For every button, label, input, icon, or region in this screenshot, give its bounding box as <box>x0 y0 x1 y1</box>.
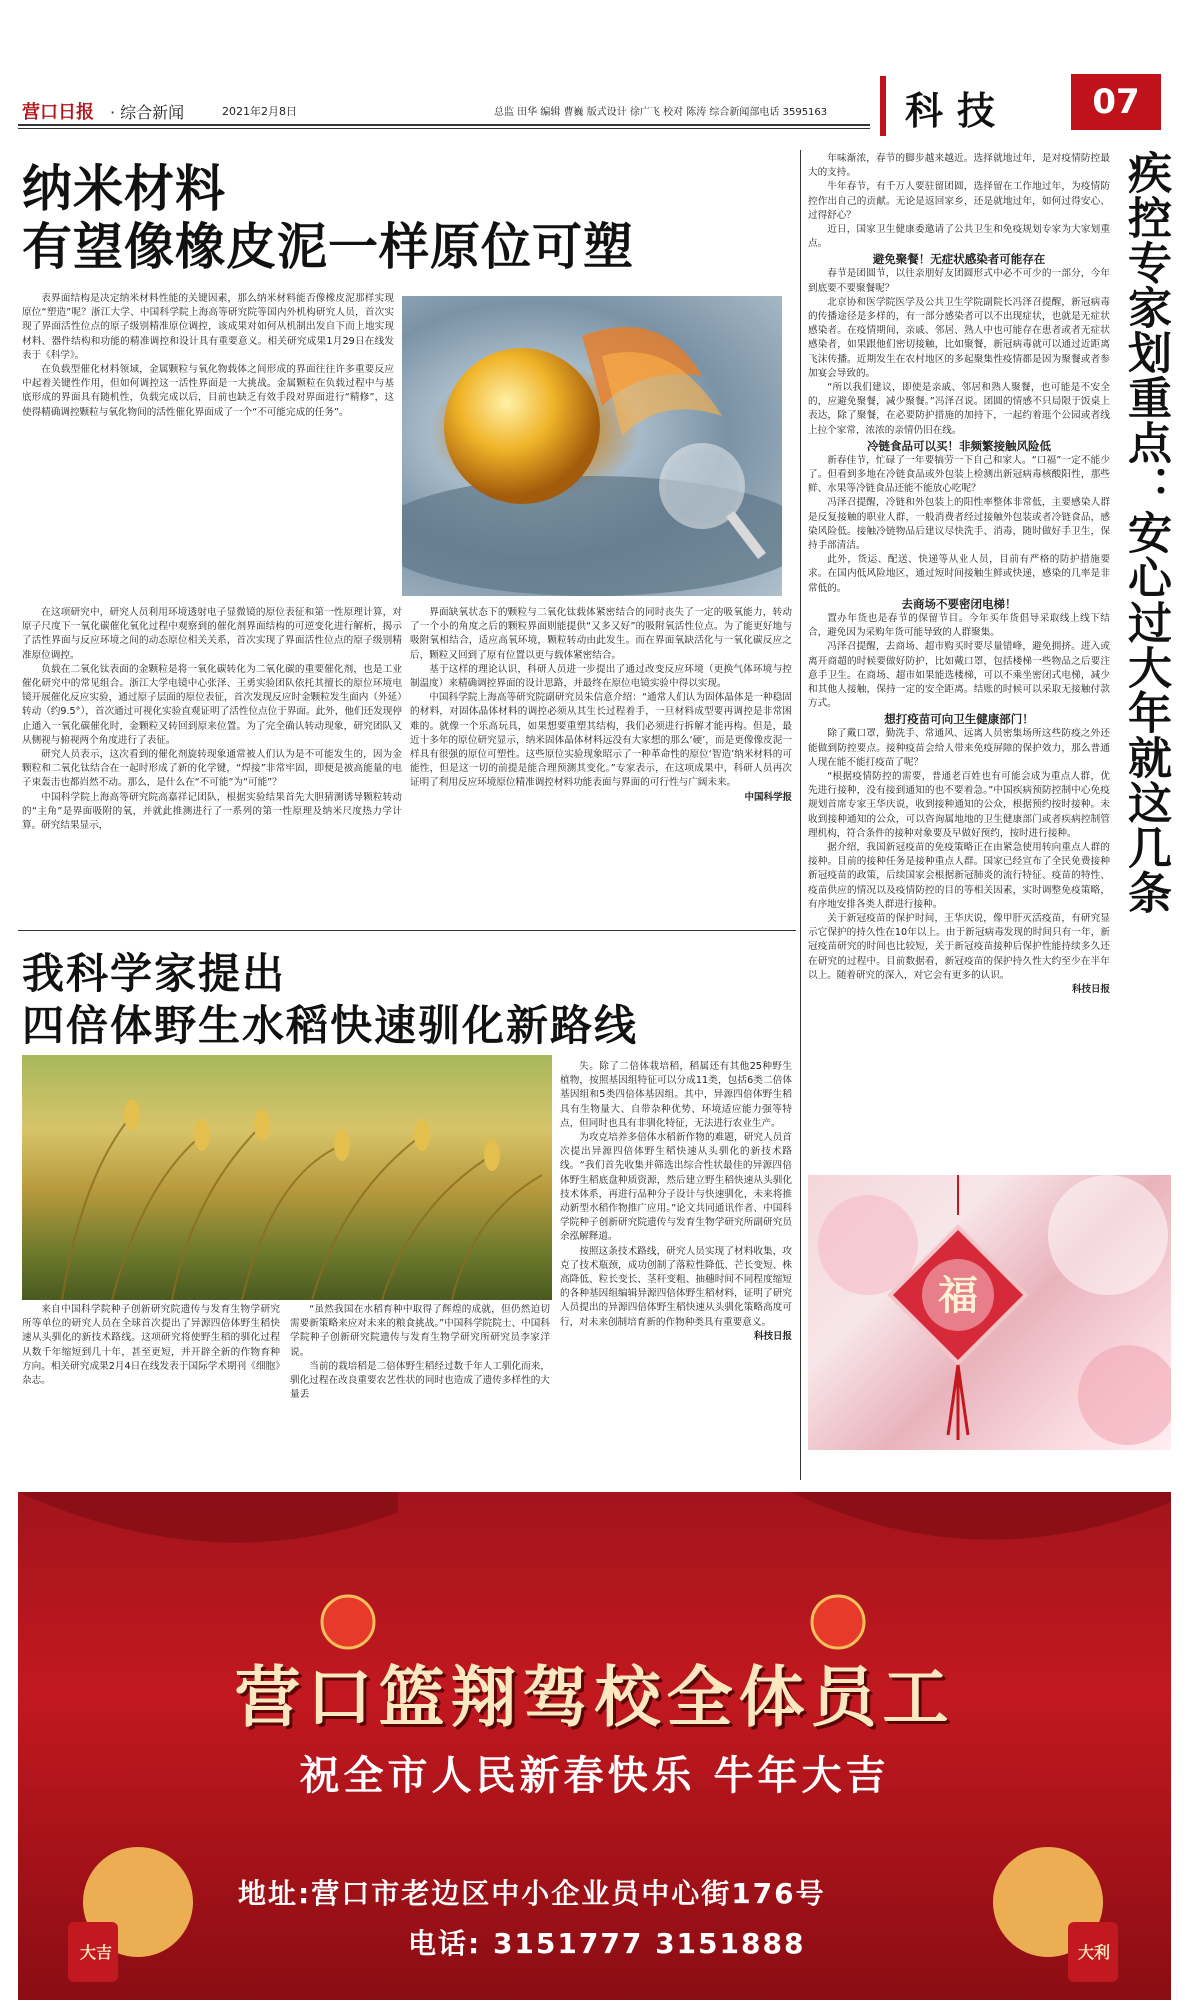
article1-source: 中国科学报 <box>744 791 792 803</box>
paragraph: 来自中国科学院种子创新研究院遗传与发育生物学研究所等单位的研究人员在全球首次提出了异源四倍体野生稻快速从头驯化的新技术路线。这项研究将使野生稻的驯化过程从数千年缩短到几十年，甚至更短，并开辟全新的作物育种方向。相关研究成果2月4日在线发表于国际学术期刊《细胞》杂志。 <box>22 1304 280 1387</box>
mascot-left-sign: 大吉 <box>79 1943 112 1962</box>
paragraph: 据介绍，我国新冠疫苗的免疫策略正在由紧急使用转向重点人群的接种。目前的接种任务是接种重点人群。国家已经宣布了全民免费接种新冠疫苗的政策，后续国家会根据新冠肺炎的流行特征、疫苗的特性、疫苗供应的情况以及疫情防控的目的等相关因素，实时调整免疫策略，有序地安排各类人群进行接种。 <box>808 841 1110 910</box>
paragraph: 新春佳节，忙碌了一年要犒劳一下自己和家人。“口福”一定不能少了。但看到多地在冷链食品或外包装上检测出新冠病毒核酸阳性，那些鲜、水果等冷链食品还能不能放心吃呢？ <box>808 454 1110 495</box>
article2-source: 科技日报 <box>753 1330 792 1342</box>
masthead-rule <box>18 124 870 126</box>
article2-headline <box>22 948 792 1052</box>
article1-col-left <box>22 606 402 924</box>
paragraph: 近日，国家卫生健康委邀请了公共卫生和免疫规划专家为大家划重点。 <box>808 224 1110 250</box>
article2-headline-line2: 四倍体野生水稻快速驯化新路线 <box>22 1001 639 1050</box>
festive-decoration-image <box>808 1175 1171 1450</box>
paragraph: 冯泽召提醒，冷链和外包装上的阳性率整体非常低，主要感染人群是反复接触的职业人群，一般消费者经过接触外包装或者冷链食品，感染风险低。接触冷链物品后建议尽快洗手、消毒，随时做好手卫生，保持手部清洁。 <box>808 497 1110 552</box>
article3-subhead: 冷链食品可以买！非频繁接触风险低 <box>867 438 1051 453</box>
article1-intro-column <box>22 292 394 604</box>
paragraph: 失。除了二倍体栽培稻，稻属还有其他25种野生植物，按照基因组特征可以分成11类，包括6类二倍体基因组和5类四倍体基因组。其中，异源四倍体野生稻具有生物量大、自带杂种优势、环境适应能力强等特点，但同时也具有非驯化特征，无法进行农业生产。 <box>560 1061 792 1129</box>
paragraph: 除了戴口罩，勤洗手、常通风、远离人员密集场所这些防疫之外还能做到防控要点。接种疫苗会给人带来免疫屏障的保护效力，那么普通人现在能不能打疫苗了呢？ <box>808 728 1110 768</box>
rice-field-image <box>22 1055 552 1300</box>
ad-greeting: 祝全市人民新春快乐 牛年大吉 <box>299 1753 890 1799</box>
nano-illustration <box>402 296 782 596</box>
staff-credits: 总监 田华 编辑 曹巍 版式设计 徐广飞 校对 陈涛 综合新闻部电话 3595163 <box>494 107 828 118</box>
section-accent-bar <box>880 76 886 136</box>
rice-illustration <box>22 1055 552 1300</box>
paragraph: 界面缺氧状态下的颗粒与二氧化钛载体紧密结合的同时丧失了一定的吸氧能力，转动了一个小的角度之后的颗粒界面则能提供“又多又好”的吸附氧活性位点。为了能更好地与吸附氧相结合，适应高氧环境，颗粒转动由此发生。而在界面氧缺活化与一氧化碳反应之后，颗粒又回到了原有位置以更与载体紧密结合。 <box>410 607 792 661</box>
driving-school-ad <box>18 1492 1171 2000</box>
paragraph: 关于新冠疫苗的保护时间，王华庆说，像甲肝灭活疫苗，有研究显示它保护的持久性在10年以上。由于新冠病毒发现的时间只有一年，新冠疫苗研究的时间也比较短，关于新冠疫苗接种后保护性能持续多久还在研究的过程中。目前数据看，新冠疫苗的保护持久性大约至少在半年以上。随着研究的深入，对它会有更多的认识。 <box>808 912 1110 981</box>
paragraph: 在这项研究中，研究人员利用环境透射电子显微镜的原位表征和第一性原理计算，对原子尺度下一氧化碳催化氧化过程中观察到的催化剂界面结构的可逆变化进行解析，揭示了活性界面与反应环境之间的动态原位相关关系，首次实现了界面活性位点的原子级别精准原位调控。 <box>22 607 402 661</box>
article3-body <box>808 152 1110 1172</box>
article2-col1 <box>22 1303 280 1478</box>
paragraph: 负载在二氧化钛表面的金颗粒是将一氧化碳转化为二氧化碳的重要催化剂，也是工业催化研究中的常见组合。浙江大学电镜中心张泽、王勇实验团队依托其擅长的原位环境电镜开展催化反应实验，通过原子层面的原位表征，首次发现反应时金颗粒发生面内（外延）转动（约9.5°），首次通过可视化实验直观证明了活性位点位于界面。此外，他们还发现停止通入一氧化碳催化时，金颗粒又转回到原来位置。为了完全确认转动现象，研究团队又从侧视与俯视两个角度进行了表征。 <box>22 663 402 746</box>
festive-illustration <box>808 1175 1171 1450</box>
paragraph: 中国科学院上海高等研究院高嘉祥记团队，根据实验结果首先大胆猜测诱导颗粒转动的“主角”是界面吸附的氧，并就此推测进行了一系列的第一性原理及纳米尺度热力学计算。研究结果显示， <box>22 791 402 832</box>
mascot-right-sign: 大利 <box>1077 1943 1110 1962</box>
ad-phone: 电话: 3151777 3151888 <box>408 1927 806 1960</box>
column-rule <box>800 150 801 1480</box>
paragraph: 在负载型催化材料领域，金属颗粒与氧化物载体之间形成的界面往往许多重要反应中起着关键性作用，但如何调控这一活性界面是一大挑战。金属颗粒在负载过程中与基底形成的界面具有随机性，负载完成以后，目前也缺乏有效手段对界面进行“精修”，这使得精确调控颗粒与氧化物间的活性催化界面成了一个“不可能完成的任务”。 <box>22 364 394 418</box>
article1-headline-line1: 纳米材料 <box>22 160 226 218</box>
paragraph: 按照这条技术路线，研究人员实现了材料收集，攻克了技术瓶颈，成功创制了落粒性降低、芒长变短、株高降低、粒长变长、茎秆变粗、抽穗时间不同程度缩短的各种基因组编辑异源四倍体野生稻材料，证明了研究人员提出的异源四倍体野生稻快速从头驯化策略高度可行，对未来创制培育新的作物种类具有重要意义。 <box>560 1245 792 1328</box>
newspaper-logo: 营口日报 <box>22 102 94 123</box>
paragraph: 表界面结构是决定纳米材料性能的关键因素，那么纳米材料能否像橡皮泥那样实现原位“塑造”呢？浙江大学、中国科学院上海高等研究院等国内外机构研究人员，首次实现了界面活性位点的原子级别精准原位调控，该成果对如何从机制出发自下而上地实现材料、器件结构和功能的精准调控和设计具有重要意义。相关研究成果1月29日在线发表于《科学》。 <box>22 293 394 361</box>
article3-subhead: 想打疫苗可向卫生健康部门！ <box>884 712 1034 727</box>
paragraph: 为攻克培养多倍体水稻新作物的难题，研究人员首次提出异源四倍体野生稻快速从头驯化的新技术路线。“我们首先收集并筛选出综合性状最佳的异源四倍体野生稻底盘种质资源，然后建立野生稻快速从头驯化技术体系，再进行品种分子设计与快速驯化，未来将推动新型水稻作物推广应用。”论文共同通讯作者、中国科学院种子创新研究院遗传与发育生物学研究所副研究员余泓解释道。 <box>560 1132 792 1243</box>
paragraph: “根据疫情防控的需要，普通老百姓也有可能会成为重点人群，优先进行接种，没有接到通知的也不要着急。”中国疾病预防控制中心免疫规划首席专家王华庆说，收到接种通知的公众，根据预约按时接种。未收到接种通知的公众，可以咨询属地地的卫生健康部门或者疾病控制管理机构，符合条件的接种对象要及早做好预约，按时进行接种。 <box>808 770 1110 839</box>
article3-subhead: 避免聚餐！无症状感染者可能存在 <box>872 252 1046 267</box>
article1-col-right <box>410 606 792 924</box>
ad-title: 营口篮翔驾校全体员工 <box>234 1659 955 1736</box>
paragraph: 年味渐浓，春节的脚步越来越近。选择就地过年，是对疫情防控最大的支持。 <box>808 153 1110 179</box>
issue-date: 2021年2月8日 <box>222 105 297 118</box>
paragraph: 基于这样的理论认识，科研人员进一步提出了通过改变反应环境（更换气体环境与控制温度）来精确调控界面的设计思路，并最终在原位电镜实验中得以实现。 <box>410 663 792 690</box>
fu-character: 福 <box>938 1272 978 1319</box>
ad-address: 地址:营口市老边区中小企业员中心街176号 <box>238 1877 826 1910</box>
paragraph: 牛年春节，有千万人要驻留团圆，选择留在工作地过年，为疫情防控作出自己的贡献。无论是返回家乡，还是就地过年，如何过得安心、过得舒心？ <box>808 181 1110 221</box>
article-divider <box>18 930 796 931</box>
nano-material-image <box>402 296 782 596</box>
paragraph: “虽然我国在水稻育种中取得了辉煌的成就，但仍然迫切需要新策略来应对未来的粮食挑战。”中国科学院院士、中国科学院种子创新研究院遗传与发育生物学研究所研究员李家洋说。 <box>290 1304 550 1358</box>
paragraph: 春节是团圆节，以往亲朋好友团圆形式中必不可少的一部分，今年到底要不要聚餐呢？ <box>808 268 1110 294</box>
article2-col2 <box>290 1303 550 1478</box>
article2-headline-line1: 我科学家提出 <box>22 949 287 998</box>
masthead-rule-thin <box>18 128 870 129</box>
paragraph: 研究人员表示，这次看到的催化剂旋转现象通常被人们认为是不可能发生的，因为金颗粒和二氧化钛结合在一起时形成了新的化学键，“焊接”非常牢固，即便是被高能量的电子束轰击也都岿然不动。那么，是什么在“不可能”为“可能”？ <box>22 749 402 789</box>
paragraph: 置办年货也是春节的保留节目。今年买年货倡导采取线上线下结合，避免因为采购年货可能导致的人群聚集。 <box>808 612 1110 639</box>
paragraph: 冯泽召提醒，去商场、超市购买时要尽量错峰，避免拥挤。进入或离开商超的时候要做好防护，比如戴口罩，包括楼梯一些物品之后要注意手卫生。在商场、超市如果能选楼梯，可以不乘坐密闭式电梯，减少和其他人接触，保持一定的安全距离。结账的时候可以采取无接触付款方式。 <box>808 641 1110 710</box>
paragraph: 此外，货运、配送、快递等从业人员，目前有严格的防护措施要求。在国内低风险地区，通过短时间接触生鲜或快递，感染的几率是非常低的。 <box>808 554 1110 594</box>
article1-headline <box>22 160 792 276</box>
paragraph: “所以我们建议，即使是亲戚、邻居和熟人聚餐，也可能是不安全的，应避免聚餐，减少聚餐。”冯泽召说。团圆的情感不只局限于饭桌上表达，除了聚餐，在必要防护措施的加持下，一起约着逛个公园或者线上拉个家常，浓浓的亲情仍旧在线。 <box>808 382 1110 436</box>
article1-headline-line2: 有望像橡皮泥一样原位可塑 <box>22 218 634 276</box>
article3-vertical-headline: 疾控专家划重点：安心过大年就这几条 <box>1120 150 1171 915</box>
section-title: 科技 <box>905 88 1010 133</box>
paragraph: 中国科学院上海高等研究院副研究员朱信意介绍：“通常人们认为固体晶体是一种稳固的材料，对固体晶体材料的调控必须从其生长过程着手，一旦材料成型要再调控是非常困难的。就像一个乐高玩具，如果想要重塑其结构，我们必须进行拆解才能再构。但是，最近十多年的原位研究显示，纳米固体晶体材料远没有大家想的那么‘硬’，而是更像像皮泥一样具有很强的原位可塑性。这些原位实验现象昭示了一种革命性的原位‘智造’纳米材料的可能性，但是这一切的前提是能合理预测其变化。”专家表示，在这项成果中，科研人员再次证明了利用反应环境原位精准调控材料功能表面与界面的可行性与广阔未来。 <box>410 692 792 789</box>
paragraph: 当前的栽培稻是二倍体野生稻经过数千年人工驯化而来，驯化过程在改良重要农艺性状的同时也造成了遗传多样性的大量丢 <box>290 1360 550 1401</box>
page-number-badge: 07 <box>1071 74 1161 130</box>
masthead <box>0 0 1191 140</box>
section-name: · 综合新闻 <box>110 103 185 122</box>
paragraph: 北京协和医学院医学及公共卫生学院副院长冯泽召提醒，新冠病毒的传播途径是多样的，有一部分感染者可以不出现症状，也就是无症状感染者。在疫情期间，亲戚、邻居、熟人中也可能存在患者或者无症状感染者，如果跟他们密切接触，比如聚餐，新冠病毒就可以通过近距离飞沫传播。近期发生在农村地区的多起聚集性疫情都是因为聚餐或者参加宴会导致的。 <box>808 296 1110 379</box>
article3-source: 科技日报 <box>1071 983 1110 995</box>
article3-subhead: 去商场不要密闭电梯！ <box>901 596 1017 611</box>
article2-col3 <box>560 1060 792 1480</box>
